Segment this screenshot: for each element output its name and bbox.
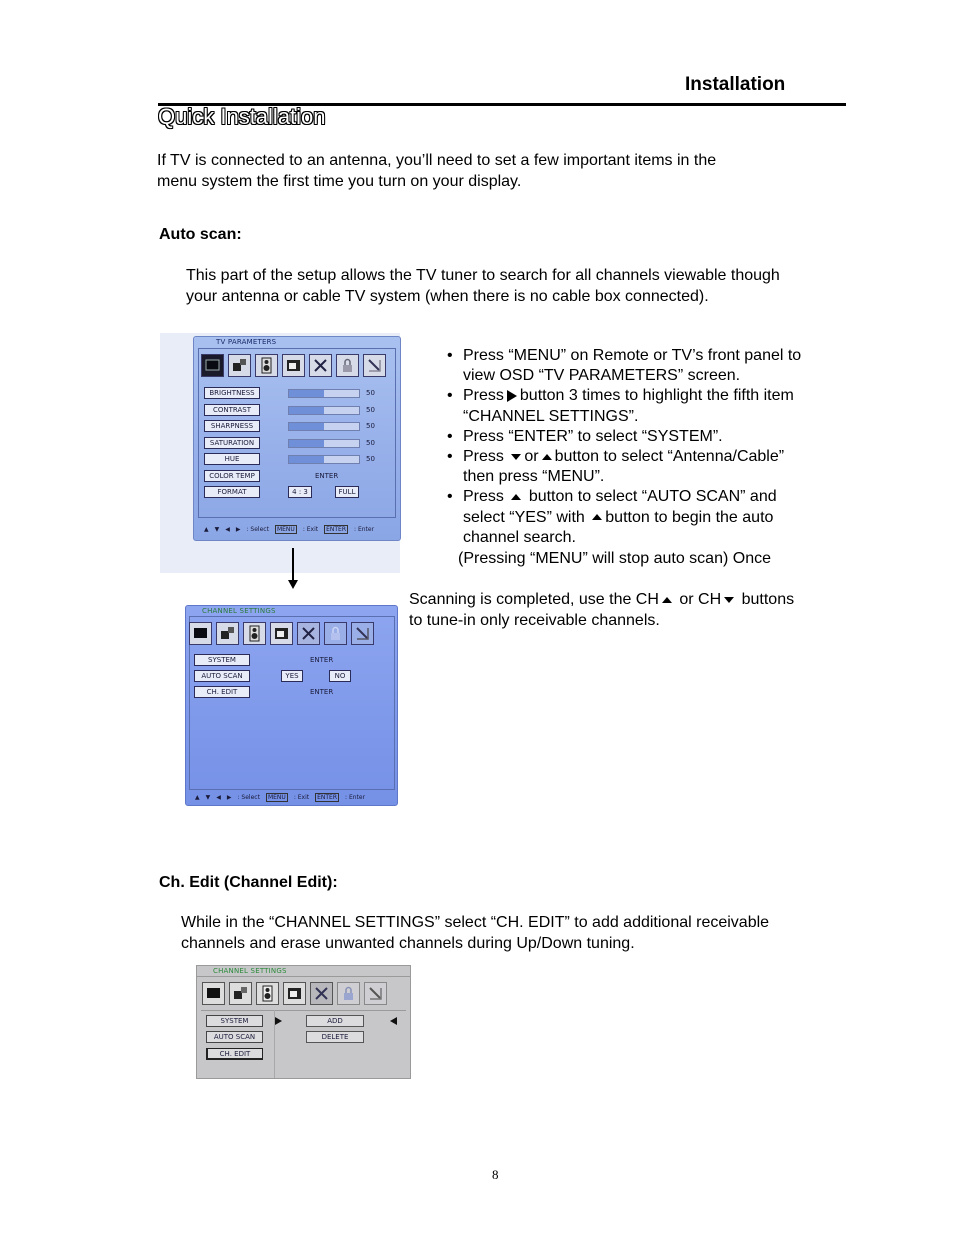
auto-scan-no[interactable]: NO [329, 670, 351, 682]
auto-scan-label[interactable]: AUTO SCAN [194, 670, 250, 682]
channel-tools-icon[interactable] [297, 622, 320, 645]
sharpness-value: 50 [366, 422, 375, 430]
flow-arrow-head [288, 580, 298, 589]
osd-footer [195, 793, 365, 802]
ch-edit-value: ENTER [310, 688, 334, 696]
brightness-label[interactable]: BRIGHTNESS [204, 387, 260, 399]
footer-enter-key: ENTER [317, 794, 338, 801]
auto-scan-steps [445, 346, 845, 548]
nav-left-icon: ◀ [216, 794, 221, 801]
down-arrow-icon [511, 454, 521, 460]
ch-edit-line-2: channels and erase unwanted channels during Up/Down tuning. [181, 935, 635, 952]
osd-icon-bar [201, 354, 386, 377]
format-option-4-3[interactable]: 4 : 3 [288, 486, 312, 498]
section-header: Installation [685, 74, 786, 95]
add-button[interactable]: ADD [306, 1015, 364, 1027]
step-5-press: Press [463, 488, 504, 506]
auto-scan-text [186, 265, 780, 307]
flow-arrow-line [292, 548, 294, 582]
osd-tab-title: CHANNEL SETTINGS [202, 607, 276, 615]
osd-tv-parameters-screenshot [160, 333, 400, 573]
auto-scan-line-2: your antenna or cable TV system (when there is no cable box connected). [186, 288, 709, 305]
step-5-select-yes: select “YES” with [463, 508, 585, 526]
osd-channel-edit-panel [196, 965, 411, 1079]
ch-edit-text [181, 912, 769, 954]
auto-scan-yes[interactable]: YES [281, 670, 303, 682]
system-label[interactable]: SYSTEM [194, 654, 250, 666]
hue-value: 50 [366, 455, 375, 463]
contrast-bar[interactable] [288, 406, 360, 415]
step-5-begin: button to begin the auto [605, 508, 774, 526]
step-3 [445, 427, 845, 447]
step-1-line-1: • Press “MENU” on Remote or TV’s front panel to [463, 347, 802, 364]
left-arrow-icon[interactable] [390, 1017, 397, 1025]
window-icon[interactable] [270, 622, 293, 645]
ch-edit-label[interactable]: CH. EDIT [206, 1048, 263, 1060]
setup-icon[interactable] [364, 982, 387, 1005]
saturation-label[interactable]: SATURATION [204, 437, 260, 449]
after-scan-b: or CH [679, 591, 722, 608]
step-3-text: • Press “ENTER” to select “SYSTEM”. [463, 427, 723, 445]
tv-picture-icon[interactable] [201, 354, 224, 377]
step-2-rest: button 3 times to highlight the fifth item [519, 387, 794, 405]
after-scan-line-1 [409, 589, 849, 610]
footer-exit: : Exit [302, 526, 319, 533]
step-5-line-2 [463, 508, 845, 528]
sharpness-bar-fill [289, 423, 324, 430]
saturation-bar-fill [289, 440, 324, 447]
setup-icon[interactable] [363, 354, 386, 377]
nav-up-icon: ▲ [195, 794, 200, 801]
step-5-rest: button to select “AUTO SCAN” and [528, 488, 777, 506]
format-option-full[interactable]: FULL [335, 486, 359, 498]
footer-menu-key: MENU [267, 794, 286, 801]
pip-icon[interactable] [216, 622, 239, 645]
footer-menu-key: MENU [276, 526, 295, 533]
speaker-icon[interactable] [243, 622, 266, 645]
down-arrow-icon [724, 597, 734, 603]
after-scan-text [409, 589, 849, 631]
osd-icon-bar [202, 982, 387, 1005]
auto-scan-heading: Auto scan: [159, 226, 242, 243]
intro-line-1: If TV is connected to an antenna, you’ll need to set a few important items in the [157, 152, 717, 169]
up-arrow-icon [592, 514, 602, 520]
lock-icon[interactable] [336, 354, 359, 377]
tv-picture-icon[interactable] [189, 622, 212, 645]
sharpness-label[interactable]: SHARPNESS [204, 420, 260, 432]
system-label[interactable]: SYSTEM [206, 1015, 263, 1027]
nav-down-icon: ▼ [205, 794, 211, 801]
contrast-value: 50 [366, 406, 375, 414]
speaker-icon[interactable] [255, 354, 278, 377]
step-5-line-3: channel search. [463, 528, 576, 546]
brightness-bar[interactable] [288, 389, 360, 398]
intro-line-2: menu system the first time you turn on your display. [157, 173, 522, 190]
icon-divider [201, 1010, 406, 1011]
hue-bar-fill [289, 456, 324, 463]
channel-tools-icon[interactable] [310, 982, 333, 1005]
lock-icon[interactable] [337, 982, 360, 1005]
step-4-rest: button to select “Antenna/Cable” [554, 448, 785, 466]
osd-tab-title: TV PARAMETERS [216, 338, 277, 346]
osd-footer [204, 525, 374, 534]
window-icon[interactable] [282, 354, 305, 377]
up-arrow-icon [542, 454, 552, 460]
delete-button[interactable]: DELETE [306, 1031, 364, 1043]
auto-scan-note: (Pressing “MENU” will stop auto scan) Once [458, 550, 771, 567]
brightness-bar-fill [289, 390, 324, 397]
nav-right-icon: ▶ [235, 526, 241, 533]
channel-tools-icon[interactable] [309, 354, 332, 377]
after-scan-a: Scanning is completed, use the CH [409, 591, 659, 608]
pip-icon[interactable] [228, 354, 251, 377]
system-value: ENTER [310, 656, 334, 664]
contrast-bar-fill [289, 407, 324, 414]
step-1 [445, 346, 845, 386]
format-label[interactable]: FORMAT [204, 486, 260, 498]
hue-label[interactable]: HUE [204, 453, 260, 465]
footer-enter: : Enter [354, 526, 375, 533]
osd-channel-settings-panel [185, 605, 398, 806]
step-2-line-1 [463, 386, 845, 406]
step-4-line-1 [463, 447, 845, 467]
step-5 [445, 487, 845, 548]
osd-tv-parameters-panel [193, 336, 401, 541]
page-title: Quick Installation [158, 104, 326, 129]
nav-up-icon: ▲ [204, 526, 209, 533]
step-2 [445, 386, 845, 426]
sharpness-bar[interactable] [288, 422, 360, 431]
step-4-press: Press [463, 448, 504, 466]
tab-divider [197, 976, 410, 977]
footer-enter-key: ENTER [326, 526, 347, 533]
nav-left-icon: ◀ [225, 526, 230, 533]
auto-scan-line-1: This part of the setup allows the TV tuner to search for all channels viewable though [186, 267, 780, 284]
intro-text [157, 150, 716, 192]
ch-edit-label[interactable]: CH. EDIT [194, 686, 250, 698]
tv-picture-icon[interactable] [202, 982, 225, 1005]
speaker-icon[interactable] [256, 982, 279, 1005]
after-scan-c: buttons [741, 591, 795, 608]
step-1-line-2: view OSD “TV PARAMETERS” screen. [463, 367, 741, 385]
auto-scan-label[interactable]: AUTO SCAN [206, 1031, 263, 1043]
ch-edit-heading: Ch. Edit (Channel Edit): [159, 874, 338, 891]
step-4 [445, 447, 845, 487]
contrast-label[interactable]: CONTRAST [204, 404, 260, 416]
step-4-or: or [524, 448, 539, 466]
lock-icon[interactable] [324, 622, 347, 645]
step-5-line-1 [463, 487, 845, 507]
brightness-value: 50 [366, 389, 375, 397]
nav-right-icon: ▶ [226, 794, 232, 801]
saturation-value: 50 [366, 439, 375, 447]
step-2-press: Press [463, 387, 504, 405]
step-4-line-2: then press “MENU”. [463, 468, 605, 486]
color-temp-value: ENTER [315, 472, 339, 480]
step-2-line-2: “CHANNEL SETTINGS”. [463, 407, 639, 425]
footer-select: : Select [237, 794, 260, 801]
footer-exit: : Exit [293, 794, 310, 801]
footer-enter: : Enter [345, 794, 366, 801]
right-arrow-icon[interactable] [275, 1017, 282, 1025]
right-arrow-icon [507, 390, 517, 402]
window-icon[interactable] [283, 982, 306, 1005]
footer-select: : Select [246, 526, 269, 533]
nav-down-icon: ▼ [214, 526, 220, 533]
saturation-bar[interactable] [288, 439, 360, 448]
up-arrow-icon [662, 597, 672, 603]
osd-icon-bar [189, 622, 374, 645]
osd-tab-title: CHANNEL SETTINGS [213, 967, 287, 975]
page-number: 8 [492, 1167, 499, 1182]
color-temp-label[interactable]: COLOR TEMP [204, 470, 260, 482]
hue-bar[interactable] [288, 455, 360, 464]
setup-icon[interactable] [351, 622, 374, 645]
up-arrow-icon [511, 494, 521, 500]
pip-icon[interactable] [229, 982, 252, 1005]
after-scan-line-2: to tune-in only receivable channels. [409, 612, 660, 629]
ch-edit-line-1: While in the “CHANNEL SETTINGS” select “CH. EDIT” to add additional receivable [181, 914, 770, 931]
